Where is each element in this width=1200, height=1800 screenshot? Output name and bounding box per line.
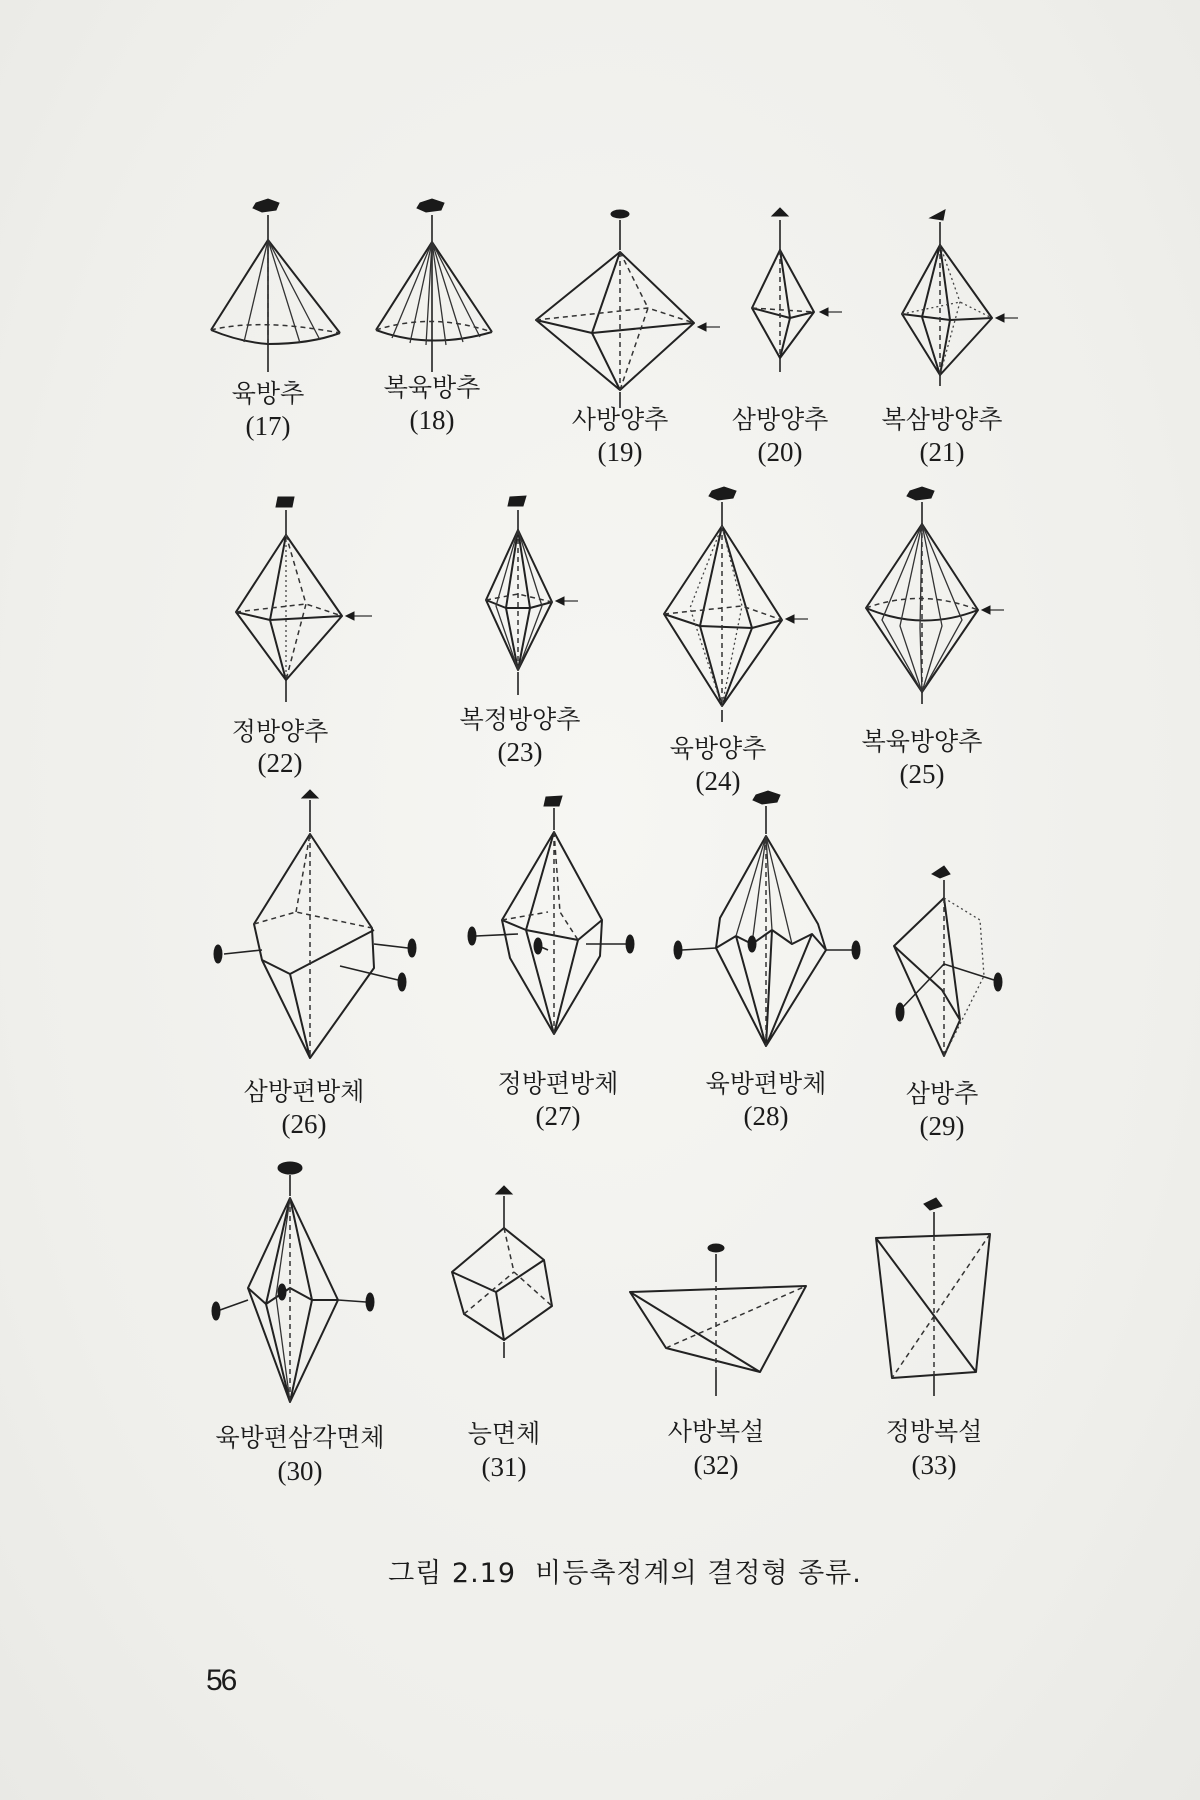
- crystal-name: 정방복설: [885, 1417, 983, 1446]
- crystal-31-rhombohedron: [452, 1186, 552, 1358]
- label-30: [215, 1423, 384, 1486]
- crystal-27-tetragonal-trapezohedron: [468, 796, 634, 1034]
- crystal-name: 복육방양추: [861, 727, 983, 756]
- crystal-number: (31): [481, 1452, 527, 1482]
- label-19: [572, 405, 669, 467]
- page-number: 56: [206, 1664, 236, 1697]
- crystal-number: (33): [911, 1450, 957, 1480]
- label-27: [498, 1069, 619, 1131]
- crystal-number: (25): [899, 759, 945, 789]
- label-17: [232, 379, 304, 441]
- crystal-name: 정방편방체: [497, 1069, 619, 1098]
- label-24: [670, 734, 767, 796]
- label-21: [882, 405, 1003, 467]
- crystal-number: (27): [535, 1101, 581, 1131]
- crystal-name: 육방양추: [669, 734, 767, 763]
- label-25: [862, 727, 983, 789]
- crystal-name: 육방추: [231, 379, 305, 408]
- crystal-name: 삼방추: [905, 1079, 979, 1108]
- crystal-19-orthorhombic-dipyramid: [536, 210, 720, 408]
- crystal-20-trigonal-dipyramid: [752, 208, 842, 372]
- crystal-32-orthorhombic-disphenoid: [630, 1244, 806, 1396]
- crystal-number: (30): [277, 1456, 323, 1486]
- label-28: [706, 1069, 827, 1131]
- crystal-number: (24): [695, 766, 741, 796]
- crystal-29-trigonal-pyramid: [894, 866, 1002, 1056]
- crystal-30-hexagonal-scalenohedron: [212, 1162, 374, 1402]
- crystal-name: 사방복설: [667, 1417, 765, 1446]
- crystal-number: (21): [919, 437, 965, 467]
- crystal-name: 복육방추: [383, 373, 481, 402]
- crystal-17-hexagonal-pyramid: [211, 199, 340, 372]
- crystal-name: 복삼방양추: [881, 405, 1003, 434]
- crystal-number: (19): [597, 437, 643, 467]
- crystal-25-dihexagonal-dipyramid: [866, 487, 1004, 704]
- crystal-33-tetragonal-disphenoid: [876, 1198, 990, 1396]
- label-18: [384, 373, 481, 435]
- crystal-name: 복정방양추: [459, 705, 581, 734]
- crystal-name: 삼방편방체: [243, 1077, 365, 1106]
- crystal-22-tetragonal-dipyramid: [236, 497, 372, 702]
- figure-caption: 그림 2.19 비등축정계의 결정형 종류.: [388, 1558, 862, 1589]
- crystal-number: (23): [497, 737, 543, 767]
- crystal-number: (22): [257, 748, 303, 778]
- crystal-number: (17): [245, 411, 291, 441]
- crystal-number: (18): [409, 405, 455, 435]
- label-26: [244, 1077, 365, 1139]
- label-31: [468, 1419, 540, 1482]
- crystal-26-trigonal-trapezohedron: [214, 790, 416, 1058]
- crystal-name: 정방양추: [231, 717, 329, 746]
- crystal-name: 육방편방체: [705, 1069, 827, 1098]
- crystal-24-hexagonal-dipyramid: [664, 487, 808, 722]
- crystal-number: (28): [743, 1101, 789, 1131]
- crystal-name: 사방양추: [571, 405, 669, 434]
- label-20: [732, 405, 829, 467]
- crystal-name: 삼방양추: [731, 405, 829, 434]
- label-29: [906, 1079, 978, 1141]
- crystal-number: (29): [919, 1111, 965, 1141]
- crystal-number: (26): [281, 1109, 327, 1139]
- label-32: [668, 1417, 765, 1480]
- label-22: [232, 717, 329, 778]
- crystal-21-ditrigonal-dipyramid: [902, 210, 1018, 386]
- label-23: [460, 705, 581, 767]
- crystal-28-hexagonal-trapezohedron: [674, 791, 860, 1046]
- crystal-23-ditetragonal-dipyramid: [486, 496, 578, 695]
- crystal-18-dihexagonal-pyramid: [376, 199, 492, 372]
- crystal-number: (32): [693, 1450, 739, 1480]
- crystal-name: 육방편삼각면체: [215, 1423, 385, 1452]
- crystal-number: (20): [757, 437, 803, 467]
- crystal-name: 능면체: [467, 1419, 541, 1448]
- label-33: [886, 1417, 983, 1480]
